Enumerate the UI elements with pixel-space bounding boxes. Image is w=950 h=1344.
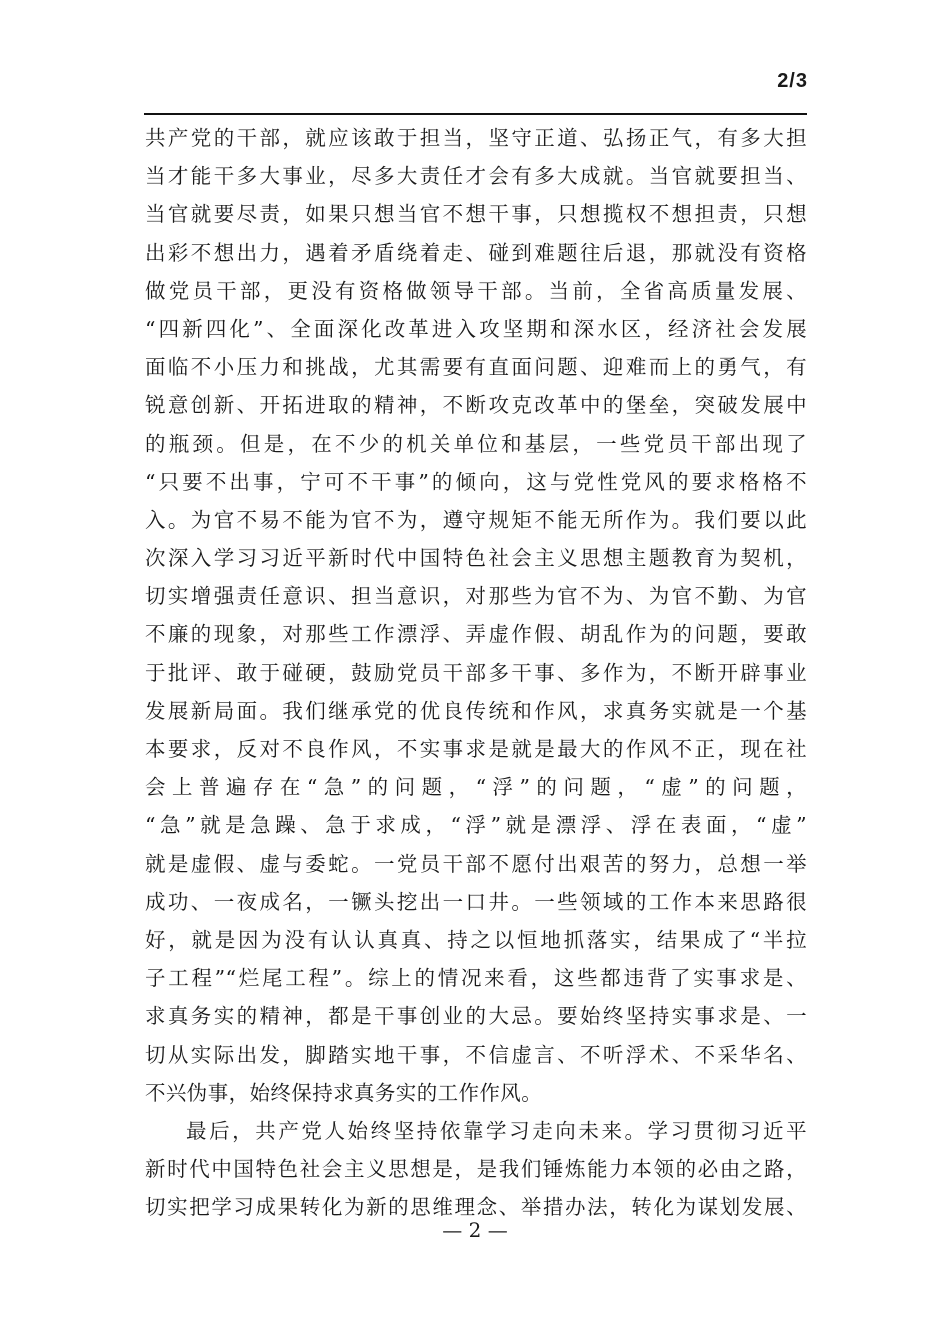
text-line: 切实把学习成果转化为新的思维理念、举措办法，转化为谋划发展、 xyxy=(145,1195,807,1220)
page-indicator: 2/3 xyxy=(777,70,808,92)
text-line: 最后，共产党人始终坚持依靠学习走向未来。学习贯彻习近平 xyxy=(186,1118,807,1143)
document-body xyxy=(145,119,807,1226)
text-line: 入。为官不易不能为官不为，遵守规矩不能无所作为。我们要以此 xyxy=(145,507,807,532)
header-divider xyxy=(144,113,807,115)
text-line: 好，就是因为没有认认真真、持之以恒地抓落实，结果成了“半拉 xyxy=(145,927,807,952)
text-line: 次深入学习习近平新时代中国特色社会主义思想主题教育为契机， xyxy=(145,546,807,571)
text-line: 不兴伪事，始终保持求真务实的工作作风。 xyxy=(145,1080,543,1105)
text-line: 切实增强责任意识、担当意识，对那些为官不为、为官不勤、为官 xyxy=(145,584,807,609)
text-line: 新时代中国特色社会主义思想是，是我们锤炼能力本领的必由之路， xyxy=(145,1157,807,1182)
text-line: 的瓶颈。但是，在不少的机关单位和基层，一些党员干部出现了 xyxy=(145,431,807,456)
text-line: “四新四化”、全面深化改革进入攻坚期和深水区，经济社会发展 xyxy=(145,316,807,341)
text-line: 切从实际出发，脚踏实地干事，不信虚言、不听浮术、不采华名、 xyxy=(145,1042,807,1067)
text-line: 于批评、敢于碰硬，鼓励党员干部多干事、多作为，不断开辟事业 xyxy=(145,660,807,685)
paragraph xyxy=(145,1112,807,1227)
text-line: 不廉的现象，对那些工作漂浮、弄虚作假、胡乱作为的问题，要敢 xyxy=(145,622,807,647)
text-line: 锐意创新、开拓进取的精神，不断攻克改革中的堡垒，突破发展中 xyxy=(145,393,807,418)
text-line: 出彩不想出力，遇着矛盾绕着走、碰到难题往后退，那就没有资格 xyxy=(145,240,807,265)
text-line: 成功、一夜成名，一镢头挖出一口井。一些领域的工作本来思路很 xyxy=(145,889,807,914)
text-line: 共产党的干部，就应该敢于担当，坚守正道、弘扬正气，有多大担 xyxy=(145,126,807,150)
text-line: 就是虚假、虚与委蛇。一党员干部不愿付出艰苦的努力，总想一举 xyxy=(145,851,807,876)
text-line: 求真务实的精神，都是干事创业的大忌。要始终坚持实事求是、一 xyxy=(145,1004,807,1029)
page-number: — 2 — xyxy=(442,1218,508,1242)
text-line: 本要求，反对不良作风，不实事求是就是最大的作风不正，现在社 xyxy=(145,737,807,761)
text-line: 面临不小压力和挑战，尤其需要有直面问题、迎难而上的勇气，有 xyxy=(145,355,807,380)
text-line: “只要不出事，宁可不干事”的倾向，这与党性党风的要求格格不 xyxy=(145,469,807,494)
paragraph xyxy=(145,119,807,1112)
text-line: “急”就是急躁、急于求成，“浮”就是漂浮、浮在表面，“虚” xyxy=(145,813,807,838)
text-line: 会上普遍存在“急”的问题，“浮”的问题，“虚”的问题， xyxy=(145,775,807,800)
text-line: 发展新局面。我们继承党的优良传统和作风，求真务实就是一个基 xyxy=(145,698,807,723)
text-line: 子工程”“烂尾工程”。综上的情况来看，这些都违背了实事求是、 xyxy=(145,966,807,991)
text-line: 做党员干部，更没有资格做领导干部。当前，全省高质量发展、 xyxy=(145,278,807,303)
text-line: 当官就要尽责，如果只想当官不想干事，只想揽权不想担责，只想 xyxy=(145,202,807,227)
text-line: 当才能干多大事业，尽多大责任才会有多大成就。当官就要担当、 xyxy=(145,164,807,189)
